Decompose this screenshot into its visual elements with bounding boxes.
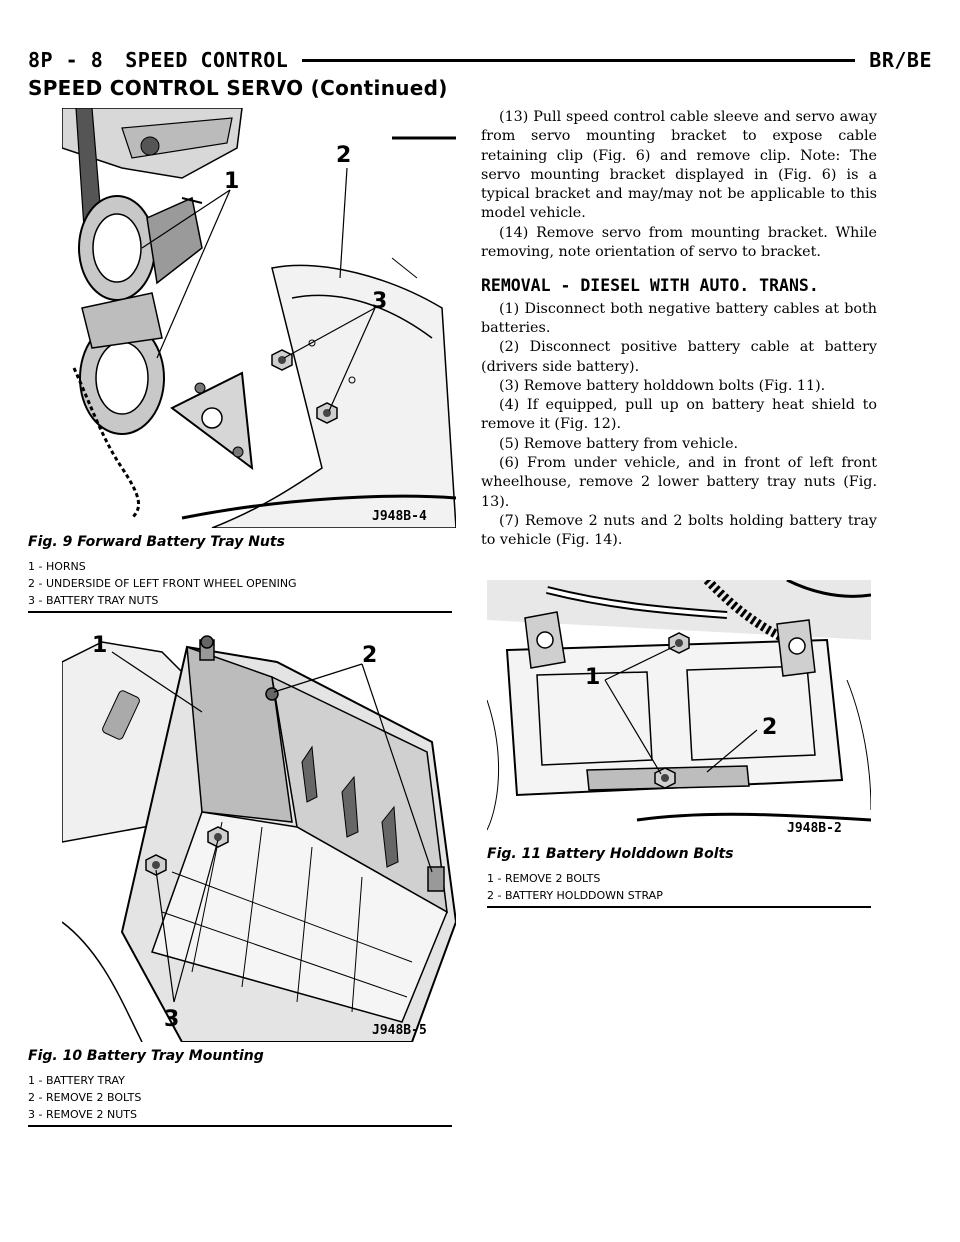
step: (4) If equipped, pull up on battery heat shield to remove it (Fig. 12). [481,397,877,433]
fig10-legend-item: 1 - BATTERY TRAY [28,1074,125,1087]
fig11-illustration [487,580,871,840]
section-title: SPEED CONTROL SERVO (Continued) [28,76,448,100]
page-header [28,44,932,76]
fig11-caption: Fig. 11 Battery Holddown Bolts [487,846,734,862]
header-section: SPEED CONTROL [125,48,289,72]
fig9-legend-item: 3 - BATTERY TRAY NUTS [28,594,159,607]
fig11-legend-item: 2 - BATTERY HOLDDOWN STRAP [487,889,663,902]
fig10-rule [28,1125,452,1127]
fig11-legend-item: 1 - REMOVE 2 BOLTS [487,872,601,885]
fig9-rule [28,611,452,613]
fig10-illustration [62,622,456,1042]
figure-9 [28,108,456,613]
step: (2) Disconnect positive battery cable at battery (drivers side battery). [481,339,877,375]
step: (7) Remove 2 nuts and 2 bolts holding battery tray to vehicle (Fig. 14). [481,512,877,549]
fig10-legend-item: 3 - REMOVE 2 NUTS [28,1108,137,1121]
fig11-callout-2: 2 [762,715,778,740]
fig11-rule [487,906,871,908]
step: (6) From under vehicle, and in front of left front wheelhouse, remove 2 lower battery tray nuts (Fig. 13). [481,455,877,510]
figure-10 [28,622,456,1127]
fig10-callout-2: 2 [362,643,378,668]
step: (5) Remove battery from vehicle. [499,435,739,452]
fig9-code: J948B-4 [372,509,427,524]
fig9-callout-2: 2 [336,143,352,168]
fig10-callout-3: 3 [164,1007,180,1032]
removal-heading: REMOVAL - DIESEL WITH AUTO. TRANS. [481,276,819,296]
figure-11 [487,580,871,908]
fig11-callout-1: 1 [585,665,601,690]
fig10-callout-1: 1 [92,633,108,658]
header-rule [302,59,855,62]
step: (1) Disconnect both negative battery cables at both batteries. [481,300,877,336]
fig10-code: J948B-5 [372,1023,427,1038]
fig10-legend-item: 2 - REMOVE 2 BOLTS [28,1091,142,1104]
paragraph: (14) Remove servo from mounting bracket. While removing, note orientation of servo to bracket. [481,224,877,261]
fig9-callout-1: 1 [224,169,240,194]
fig10-caption: Fig. 10 Battery Tray Mounting [28,1048,264,1064]
step: (3) Remove battery holddown bolts (Fig. 11). [499,377,826,394]
header-model: BR/BE [869,48,932,72]
fig9-caption: Fig. 9 Forward Battery Tray Nuts [28,534,285,550]
text-column [481,108,877,551]
paragraph: (13) Pull speed control cable sleeve and servo away from servo mounting bracket to expose cable retaining clip (Fig. 6) and remove clip. Note: The servo mounting bracket displayed in (Fig. 6) is a typical bracket and may/may not be applicable to this model vehicle. [481,109,877,222]
page-id: 8P - 8 [28,48,104,72]
fig9-callout-3: 3 [372,289,388,314]
fig9-legend-item: 1 - HORNS [28,560,86,573]
fig11-code: J948B-2 [787,821,842,836]
fig9-illustration [62,108,456,528]
fig9-legend-item: 2 - UNDERSIDE OF LEFT FRONT WHEEL OPENING [28,577,297,590]
